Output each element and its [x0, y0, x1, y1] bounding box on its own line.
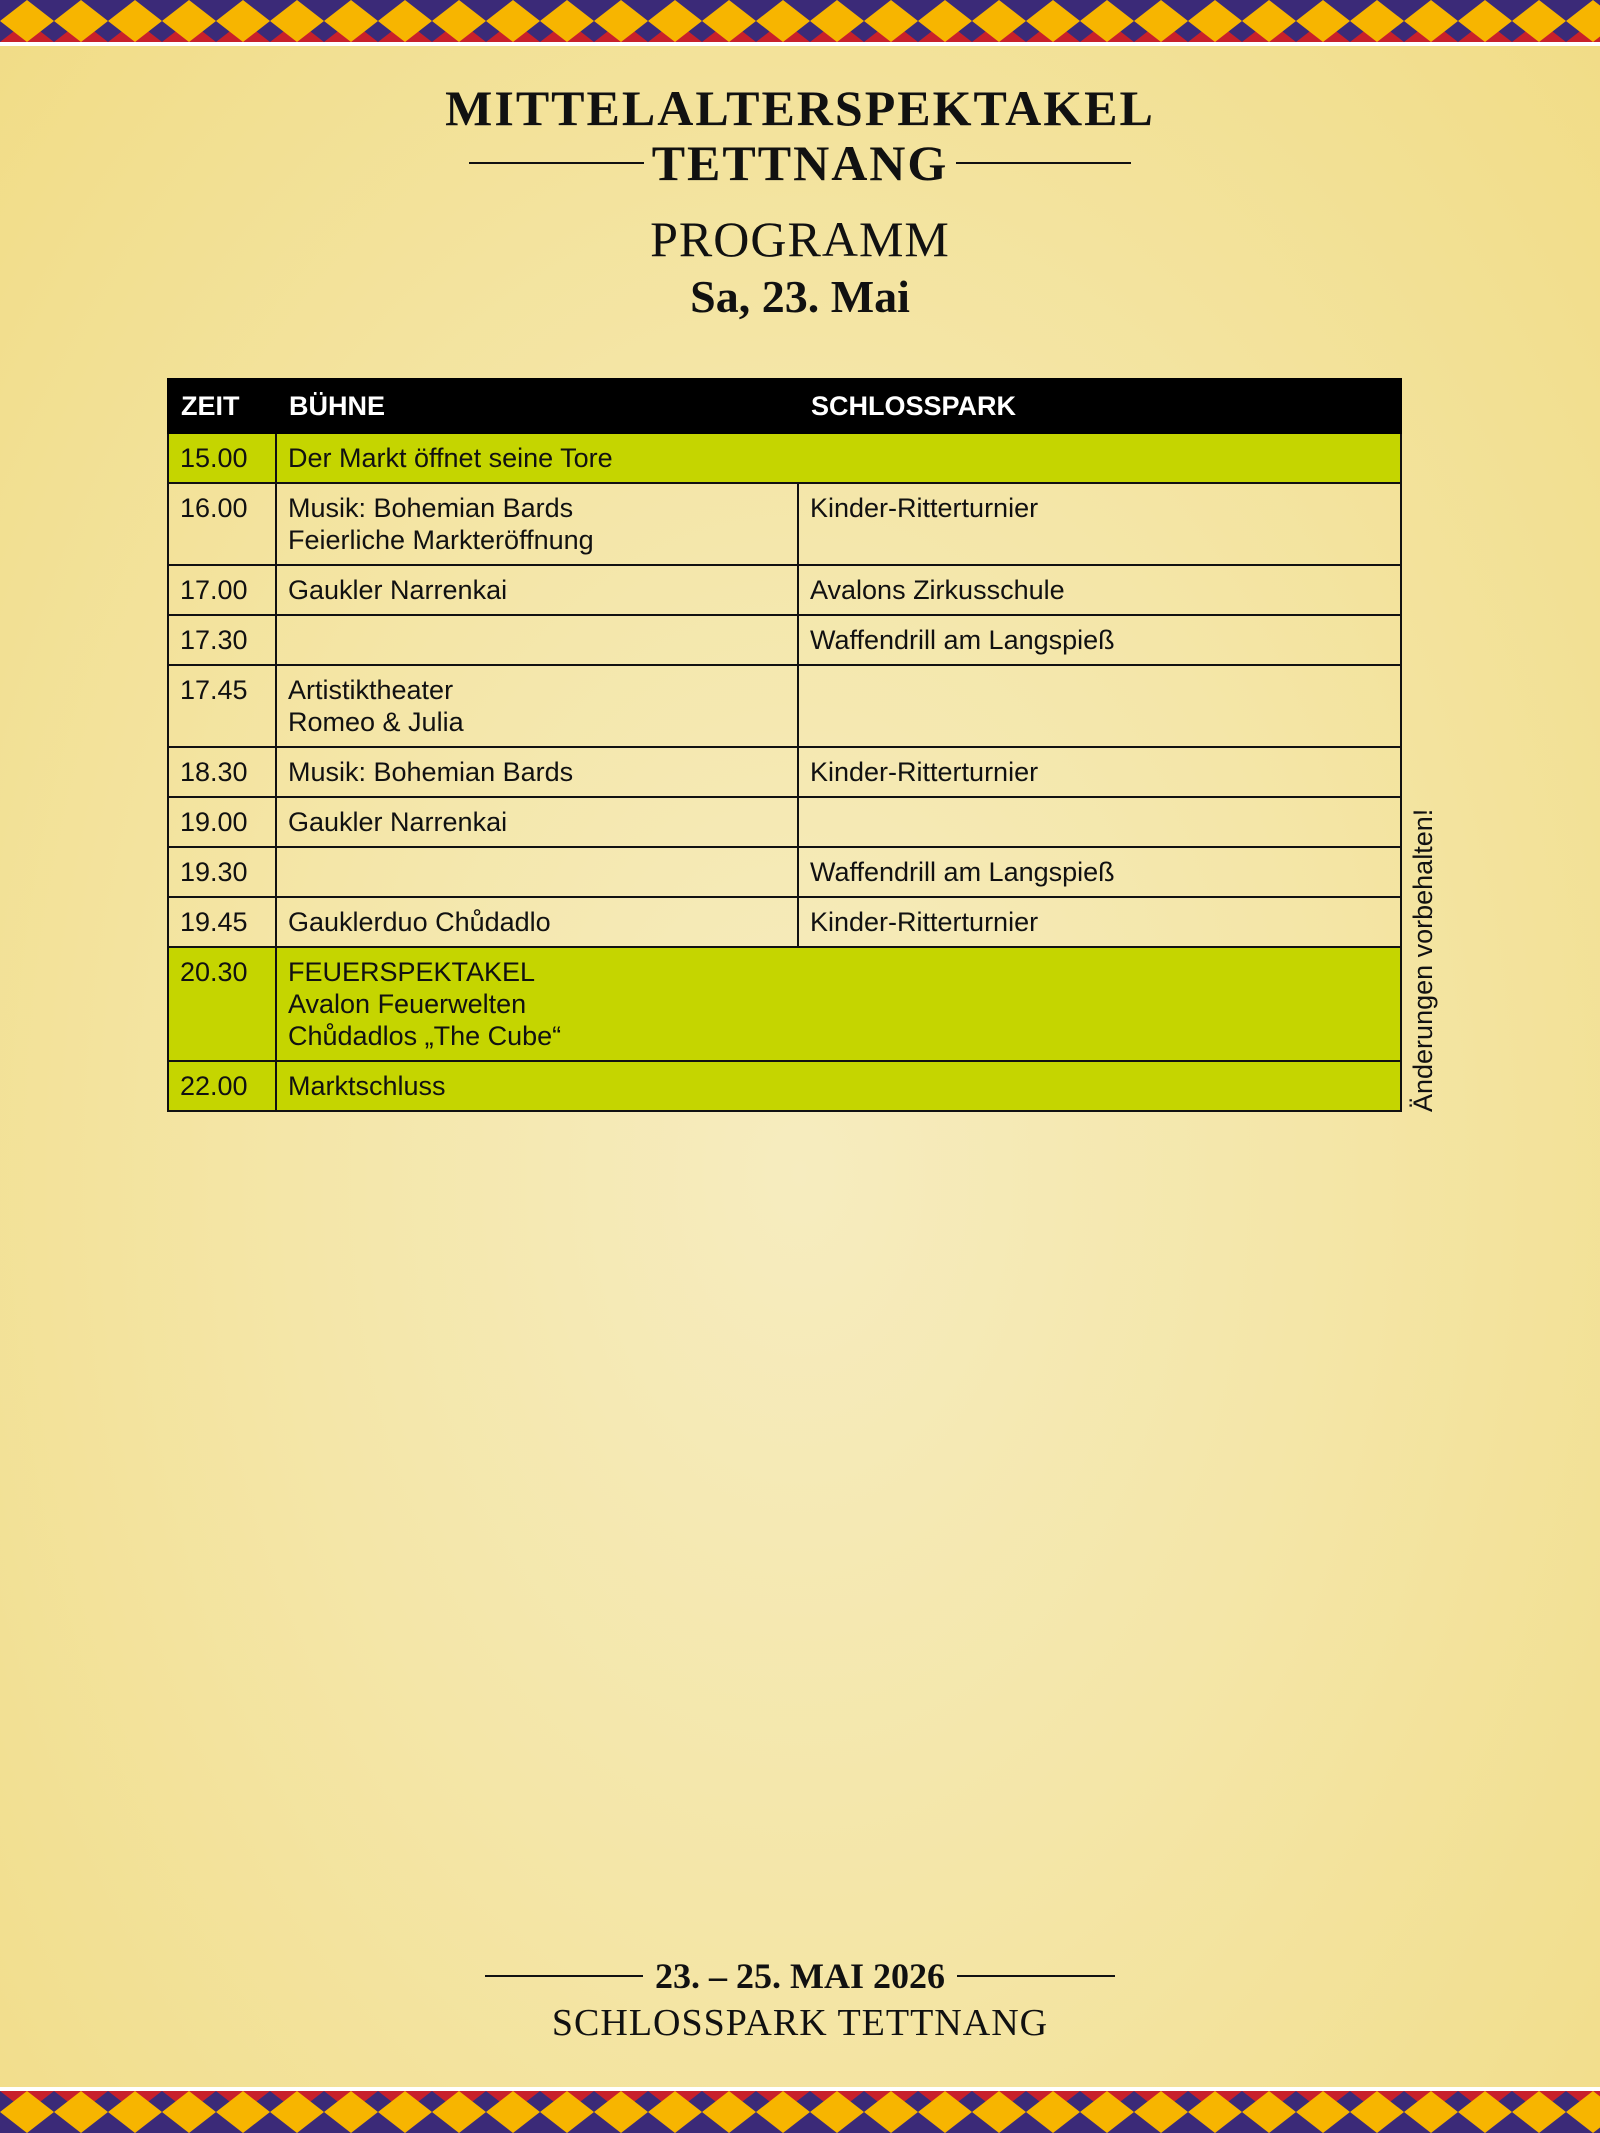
schedule-row — [168, 483, 1401, 565]
park-cell — [798, 483, 1401, 565]
cell-line: Feierliche Markteröffnung — [288, 525, 594, 555]
park-cell — [798, 847, 1401, 897]
schedule-row — [168, 897, 1401, 947]
schedule-row — [168, 747, 1401, 797]
program-date: Sa, 23. Mai — [690, 271, 910, 322]
time-cell: 19.00 — [168, 797, 276, 847]
time-cell: 22.00 — [168, 1061, 276, 1111]
footer-rule-left — [485, 1975, 643, 1977]
cell-line: Gaukler Narrenkai — [288, 807, 508, 837]
schedule-row-highlight — [168, 1061, 1401, 1111]
decorative-border-top — [0, 0, 1600, 46]
time-cell: 19.30 — [168, 847, 276, 897]
event-subtitle: TETTNANG — [651, 135, 949, 191]
cell-line: Waffendrill am Langspieß — [810, 625, 1115, 655]
title-rule-left — [469, 162, 644, 164]
footer-rule-right — [957, 1975, 1115, 1977]
cell-line: Der Markt öffnet seine Tore — [288, 443, 613, 473]
stage-cell — [276, 797, 798, 847]
schedule-body — [168, 433, 1401, 1111]
park-cell — [798, 747, 1401, 797]
cell-line: FEUERSPEKTAKEL — [288, 957, 536, 987]
time-cell: 17.45 — [168, 665, 276, 747]
park-cell — [798, 897, 1401, 947]
cell-line: Romeo & Julia — [288, 707, 464, 737]
cell-line: Gauklerduo Chůdadlo — [288, 907, 551, 937]
stage-cell — [276, 747, 798, 797]
schedule-row — [168, 847, 1401, 897]
column-header-stage: BÜHNE — [276, 379, 798, 433]
event-cell-full — [276, 1061, 1401, 1111]
time-cell: 15.00 — [168, 433, 276, 483]
park-cell — [798, 615, 1401, 665]
side-note-text: Änderungen vorbehalten! — [1408, 808, 1438, 1112]
stage-cell — [276, 483, 798, 565]
stage-cell — [276, 565, 798, 615]
footer-venue: SCHLOSSPARK TETTNANG — [551, 2002, 1049, 2044]
schedule-row — [168, 665, 1401, 747]
stage-cell — [276, 615, 798, 665]
time-cell: 19.45 — [168, 897, 276, 947]
park-cell — [798, 797, 1401, 847]
park-cell — [798, 665, 1401, 747]
schedule-row — [168, 565, 1401, 615]
time-cell: 17.30 — [168, 615, 276, 665]
event-cell-full — [276, 947, 1401, 1061]
cell-line: Artistiktheater — [288, 675, 454, 705]
cell-line: Kinder-Ritterturnier — [810, 493, 1039, 523]
cell-line: Marktschluss — [288, 1071, 446, 1101]
schedule-header-row — [168, 379, 1401, 433]
schedule-row — [168, 797, 1401, 847]
time-cell: 17.00 — [168, 565, 276, 615]
cell-line: Musik: Bohemian Bards — [288, 493, 574, 523]
decorative-border-bottom — [0, 2087, 1600, 2133]
stage-cell — [276, 847, 798, 897]
event-subtitle-row — [0, 134, 1600, 192]
event-title: MITTELALTERSPEKTAKEL — [445, 80, 1155, 136]
time-cell: 16.00 — [168, 483, 276, 565]
cell-line: Kinder-Ritterturnier — [810, 757, 1039, 787]
schedule-row-highlight — [168, 433, 1401, 483]
event-cell-full — [276, 433, 1401, 483]
park-cell — [798, 565, 1401, 615]
event-title-block — [0, 82, 1600, 192]
cell-line: Avalons Zirkusschule — [810, 575, 1065, 605]
footer-dates-row — [0, 1955, 1600, 1997]
schedule-row-highlight — [168, 947, 1401, 1061]
cell-line: Gaukler Narrenkai — [288, 575, 508, 605]
footer — [0, 1955, 1600, 2045]
cell-line: Avalon Feuerwelten — [288, 989, 527, 1019]
cell-line: Chůdadlos „The Cube“ — [288, 1021, 562, 1051]
time-cell: 20.30 — [168, 947, 276, 1061]
column-header-park: SCHLOSSPARK — [798, 379, 1401, 433]
stage-cell — [276, 665, 798, 747]
stage-cell — [276, 897, 798, 947]
column-header-time: ZEIT — [168, 379, 276, 433]
schedule-table — [167, 378, 1402, 1112]
time-cell: 18.30 — [168, 747, 276, 797]
cell-line: Waffendrill am Langspieß — [810, 857, 1115, 887]
cell-line: Musik: Bohemian Bards — [288, 757, 574, 787]
program-label: PROGRAMM — [650, 211, 950, 267]
schedule-row — [168, 615, 1401, 665]
footer-dates: 23. – 25. MAI 2026 — [655, 1956, 945, 1996]
cell-line: Kinder-Ritterturnier — [810, 907, 1039, 937]
title-rule-right — [956, 162, 1131, 164]
